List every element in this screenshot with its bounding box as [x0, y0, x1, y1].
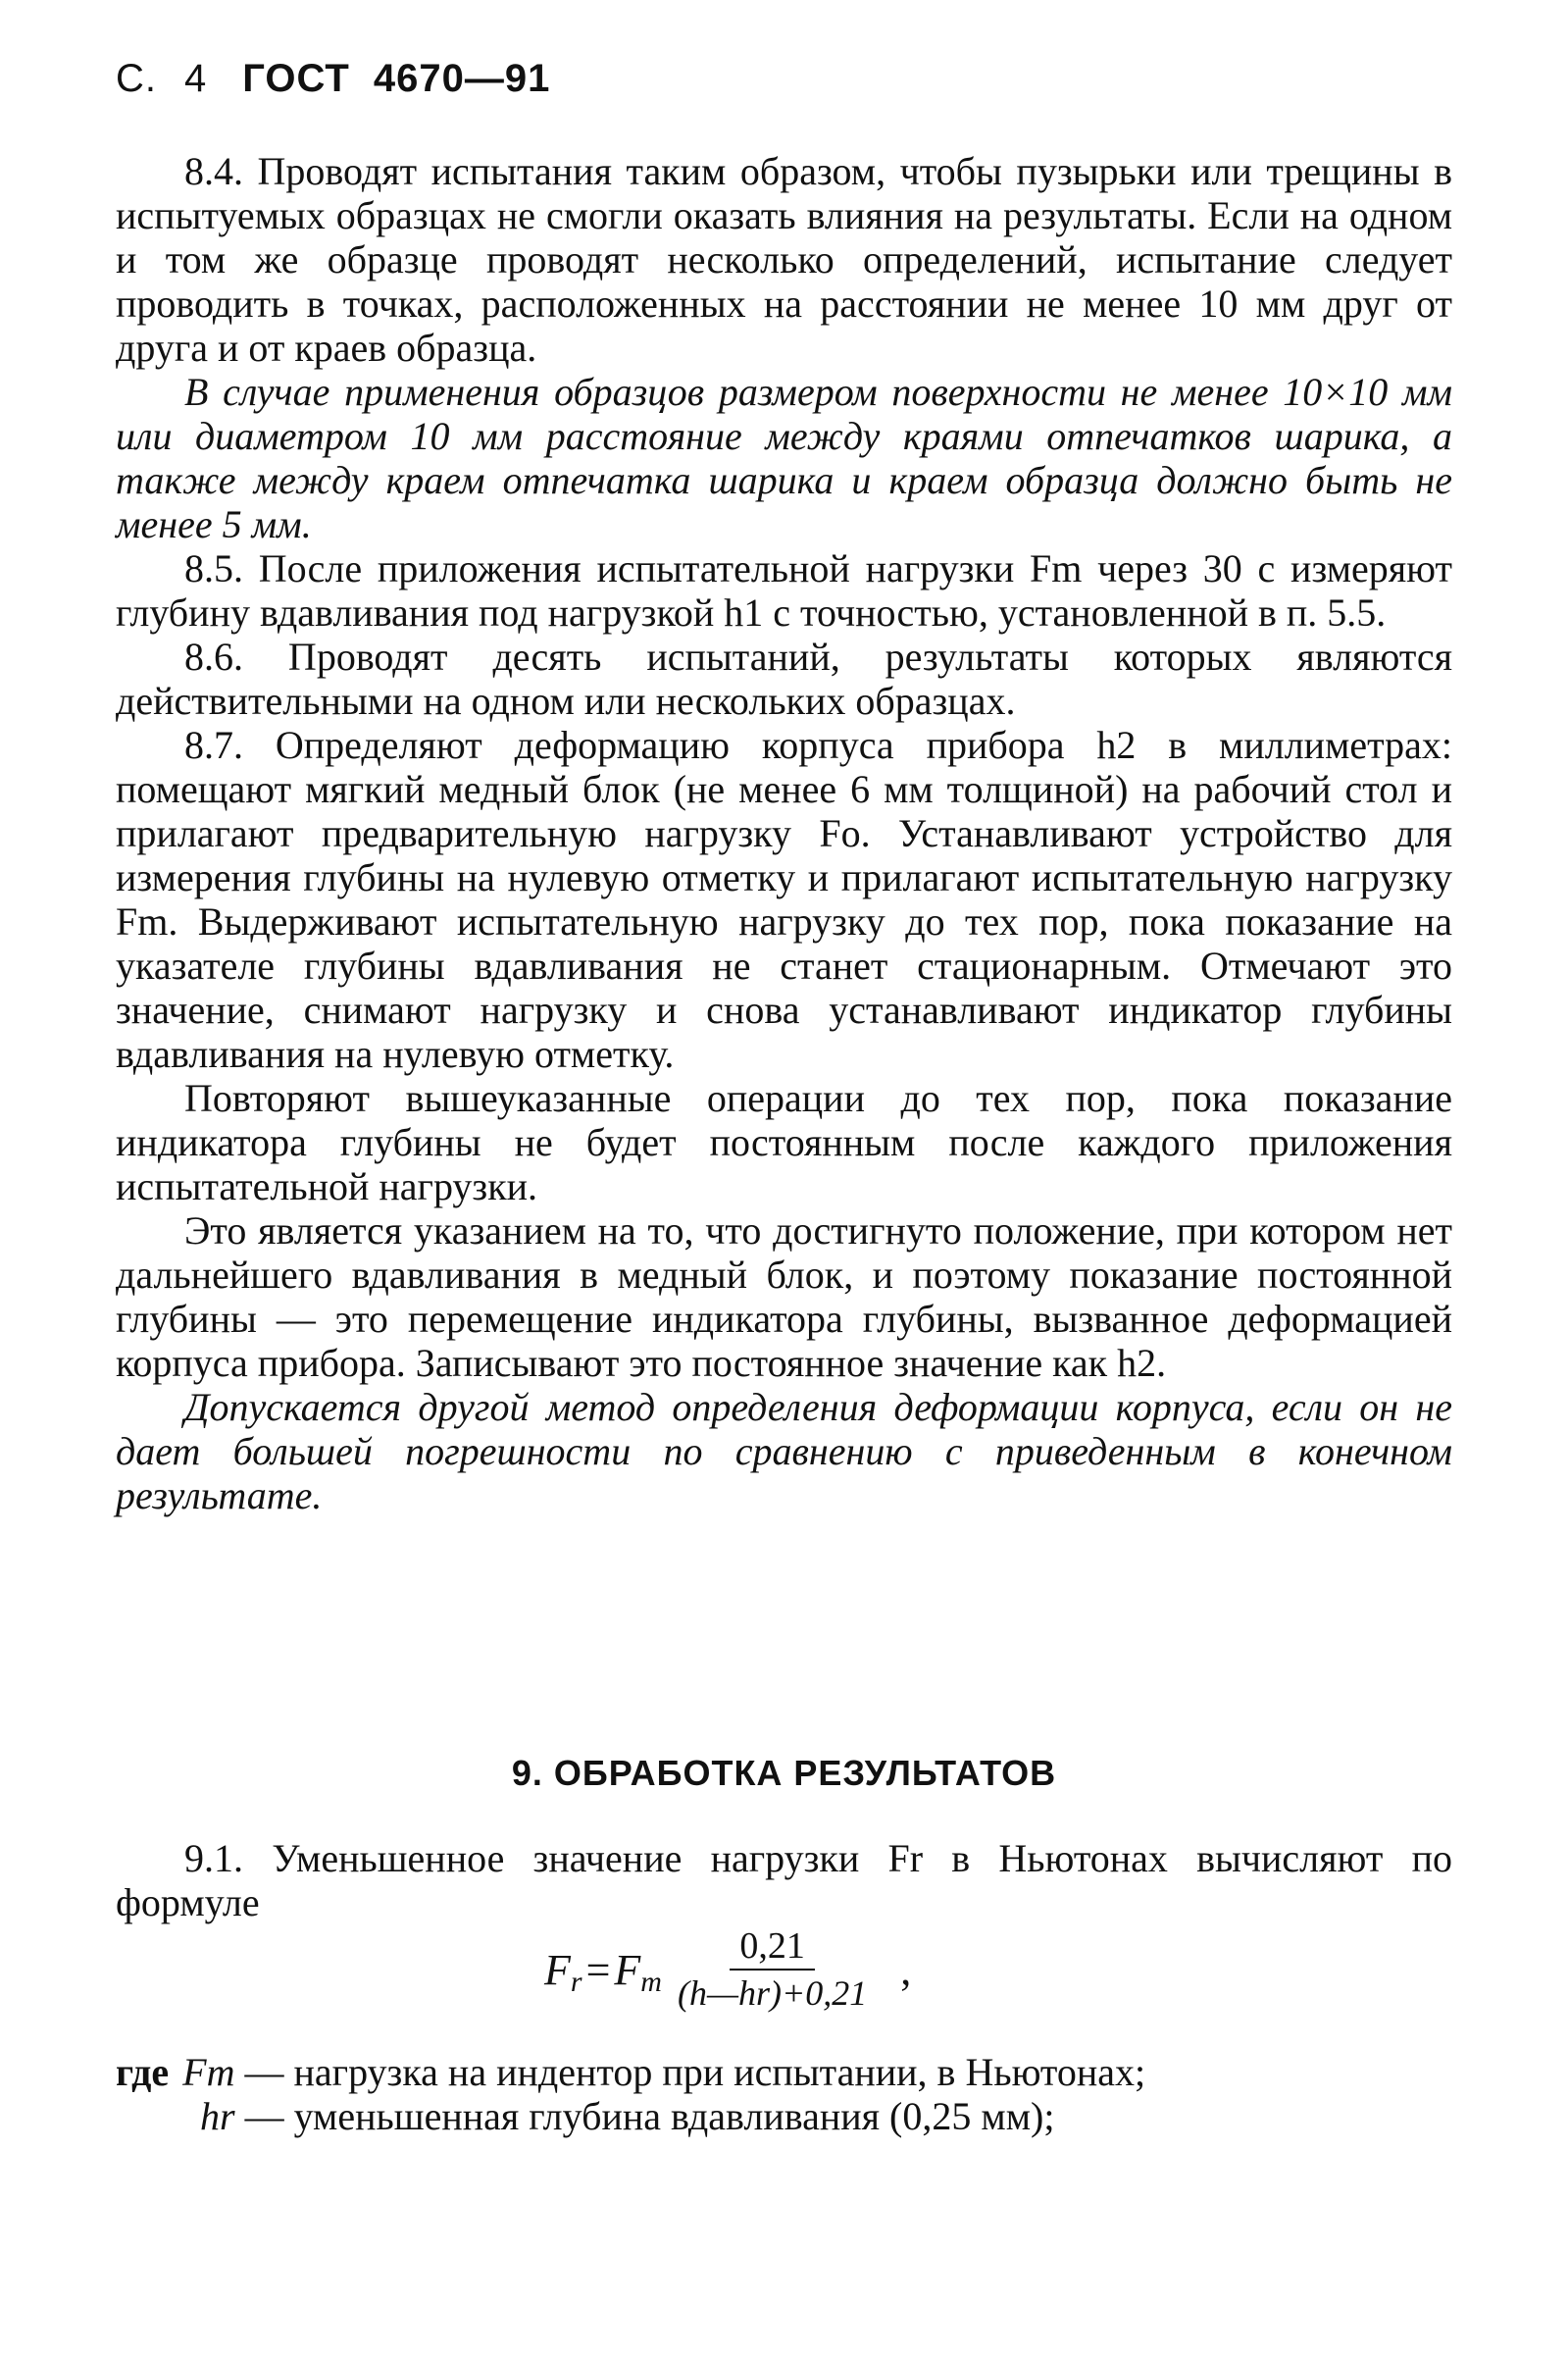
- standard-number: 4670—91: [373, 57, 551, 100]
- section-8-body: [116, 149, 1452, 1517]
- definition-row: [116, 2050, 1452, 2094]
- paragraph-8-6: 8.6. Проводят десять испытаний, результаты которых являются действительными на одном или нескольких образцах.: [116, 635, 1452, 723]
- where-keyword: где: [116, 2050, 170, 2094]
- paragraph-8-4: 8.4. Проводят испытания таким образом, чтобы пузырьки или трещины в испытуемых образцах не смогли оказать влияния на результаты. Если на одном и том же образце проводят несколько определений, испытание следует проводить в точках, расположенных на расстоянии не менее 10 мм друг от друга и от краев образца.: [116, 149, 1452, 370]
- paragraph-allowed-method: Допускается другой метод определения деформации корпуса, если он не дает большей погрешности по сравнению с приведенным в конечном результате.: [116, 1385, 1452, 1517]
- formula-lhs: F: [544, 1945, 571, 1994]
- formula-factor: F: [614, 1945, 641, 1994]
- paragraph-indication: Это является указанием на то, что достигнуто положение, при котором нет дальнейшего вдавливания в медный блок, и поэтому показание постоянной глубины — это перемещение индикатора глубины, вызванное деформацией корпуса прибора. Записывают это постоянное значение как h2.: [116, 1208, 1452, 1385]
- section-9-heading: 9. ОБРАБОТКА РЕЗУЛЬТАТОВ: [511, 1753, 1057, 1793]
- formula-lhs-subscript: r: [570, 1965, 582, 1998]
- formula-reduced-load: [544, 1922, 911, 2017]
- variable-definitions: [116, 2050, 1452, 2138]
- formula-equals: =: [585, 1945, 611, 1994]
- definition-row: [116, 2094, 1452, 2138]
- formula-trailing-comma: ,: [900, 1945, 912, 1994]
- paragraph-8-7: 8.7. Определяют деформацию корпуса прибора h2 в миллиметрах: помещают мягкий медный блок (не менее 6 мм толщиной) на рабочий стол и прилагают предварительную нагрузку Fo. Устанавливают устройство для измерения глубины на нулевую отметку и прилагают испытательную нагрузку Fm. Выдерживают испытательную нагрузку до тех пор, пока показание на указателе глубины вдавливания не станет стационарным. Отмечают это значение, снимают нагрузку и снова устанавливают индикатор глубины вдавливания на нулевую отметку.: [116, 723, 1452, 1076]
- paragraph-9-1: 9.1. Уменьшенное значение нагрузки Fr в Ньютонах вычисляют по формуле: [116, 1836, 1452, 1924]
- paragraph-8-4-note: В случае применения образцов размером поверхности не менее 10×10 мм или диаметром 10 мм расстояние между краями отпечатков шарика, а также между краем отпечатка шарика и краем образца должно быть не менее 5 мм.: [116, 370, 1452, 546]
- paragraph-8-5: 8.5. После приложения испытательной нагрузки Fm через 30 с измеряют глубину вдавливания под нагрузкой h1 с точностью, установленной в п. 5.5.: [116, 546, 1452, 635]
- definition-symbol: Fm: [182, 2050, 235, 2094]
- page-header: [116, 55, 550, 102]
- formula-denominator: (h—hr)+0,21: [677, 1973, 868, 2013]
- definition-text: — нагрузка на индентор при испытании, в Ньютонах;: [244, 2050, 1146, 2094]
- formula-fraction: [668, 1925, 877, 2014]
- section-9-body: [116, 1836, 1452, 1924]
- definition-symbol: hr: [200, 2094, 235, 2138]
- formula-factor-subscript: m: [640, 1965, 662, 1998]
- standard-label: ГОСТ: [242, 57, 350, 100]
- paragraph-repeat: Повторяют вышеуказанные операции до тех пор, пока показание индикатора глубины не будет постоянным после каждого приложения испытательной нагрузки.: [116, 1076, 1452, 1208]
- page-prefix: С.: [116, 57, 157, 100]
- definition-text: — уменьшенная глубина вдавливания (0,25 мм);: [244, 2094, 1055, 2138]
- page-number: 4: [184, 57, 208, 100]
- formula-numerator: 0,21: [730, 1925, 815, 1971]
